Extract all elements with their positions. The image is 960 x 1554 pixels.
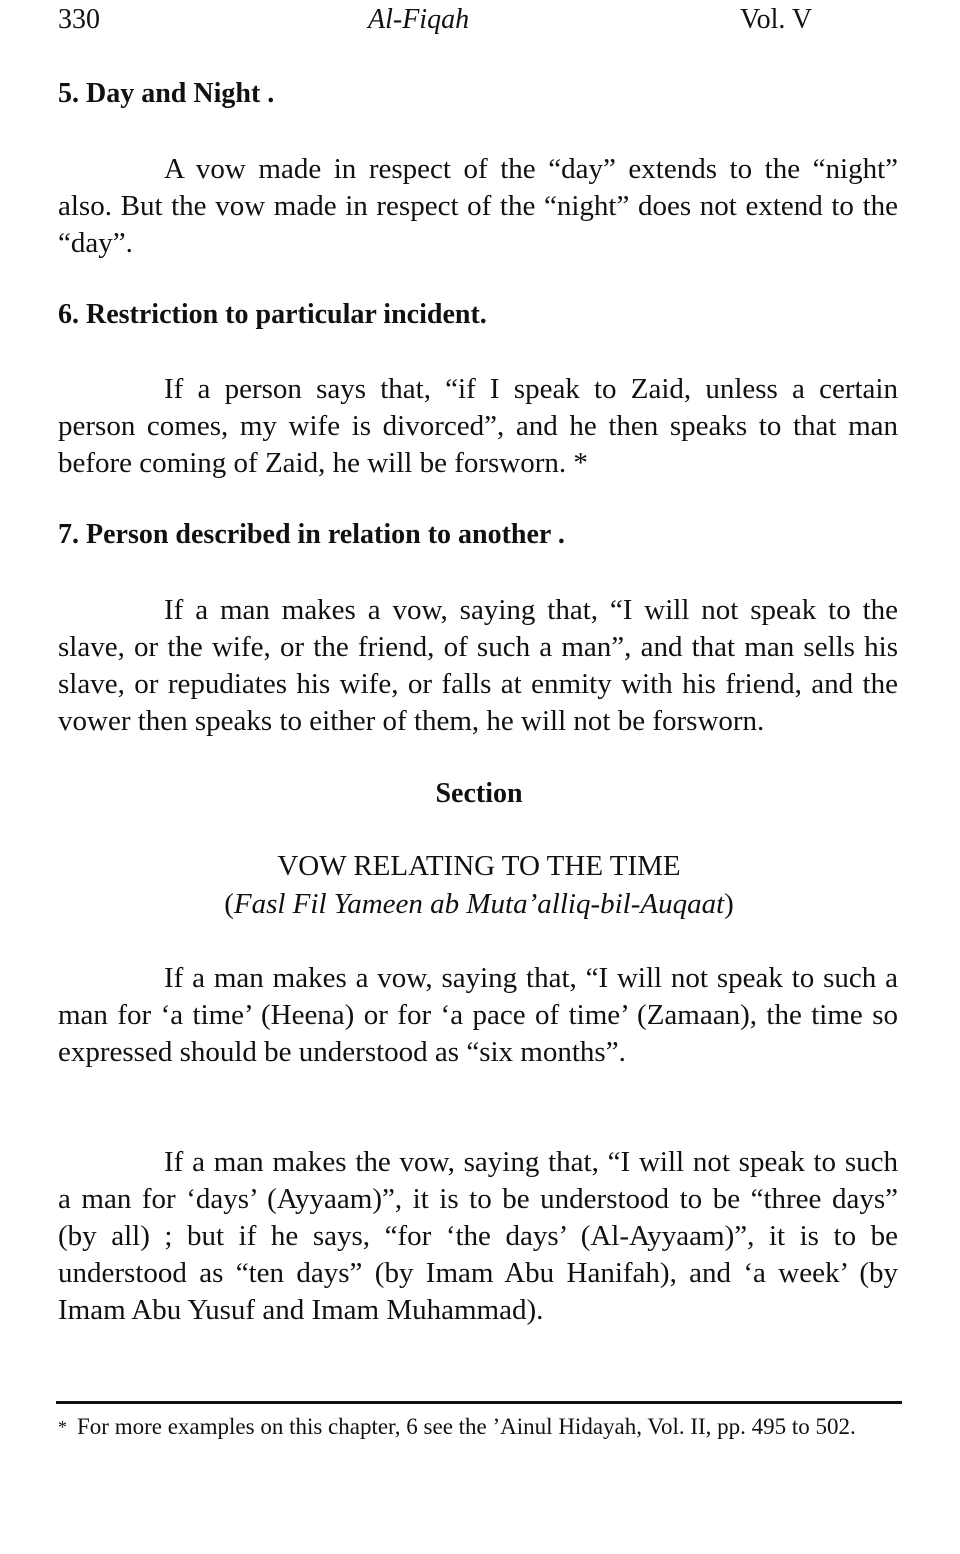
running-header	[58, 4, 900, 44]
subtitle-close-paren: )	[724, 888, 734, 920]
paragraph-time-heena: If a man makes a vow, saying that, “I will not speak to such a man for ‘a time’ (Heena) or for ‘a pace of time’ (Zamaan), the time so expressed should be understood as “six months”.	[58, 962, 898, 1068]
paragraph-restriction: If a person says that, “if I speak to Zaid, unless a certain person comes, my wife is divorced”, and he then speaks to that man before coming of Zaid, he will be forsworn. *	[58, 373, 898, 479]
section-title: VOW RELATING TO THE TIME	[277, 850, 681, 882]
volume-label: Vol. V	[740, 4, 813, 35]
page-number: 330	[58, 4, 100, 35]
paragraph-time-ayyaam: If a man makes the vow, saying that, “I will not speak to such a man for ‘days’ (Ayyaam)”, it is to be understood to be “three days” (by all) ; but if he says, “for ‘the days’ (Al-Ayyaam)”, it is to be understood as “ten days” (by Imam Abu Hanifah), and ‘a week’ (by Imam Abu Yusuf and Imam Muhammad).	[58, 1146, 898, 1326]
section-label: Section	[435, 778, 523, 809]
heading-person-described: 7. Person described in relation to another .	[58, 519, 565, 550]
paragraph-person-described: If a man makes a vow, saying that, “I will not speak to the slave, or the wife, or the friend, of such a man”, and that man sells his slave, or repudiates his wife, or falls at enmity with his friend, and the vower then speaks to either of them, he will not be forsworn.	[58, 594, 898, 737]
paragraph-day-and-night: A vow made in respect of the “day” extends to the “night” also. But the vow made in respect of the “night” does not extend to the “day”.	[58, 153, 898, 259]
footnote-divider	[56, 1401, 902, 1404]
footnote-text: For more examples on this chapter, 6 see the ’Ainul Hidayah, Vol. II, pp. 495 to 502.	[77, 1414, 856, 1439]
section-subtitle	[58, 888, 900, 921]
heading-day-and-night: 5. Day and Night .	[58, 78, 275, 109]
subtitle-open-paren: (	[224, 888, 234, 920]
footnote	[58, 1411, 898, 1443]
subtitle-transliteration: Fasl Fil Yameen ab Muta’alliq-bil-Auqaat	[233, 888, 725, 920]
footnote-marker: *	[58, 1417, 67, 1437]
book-title: Al-Fiqah	[368, 4, 470, 35]
heading-restriction: 6. Restriction to particular incident.	[58, 299, 487, 330]
